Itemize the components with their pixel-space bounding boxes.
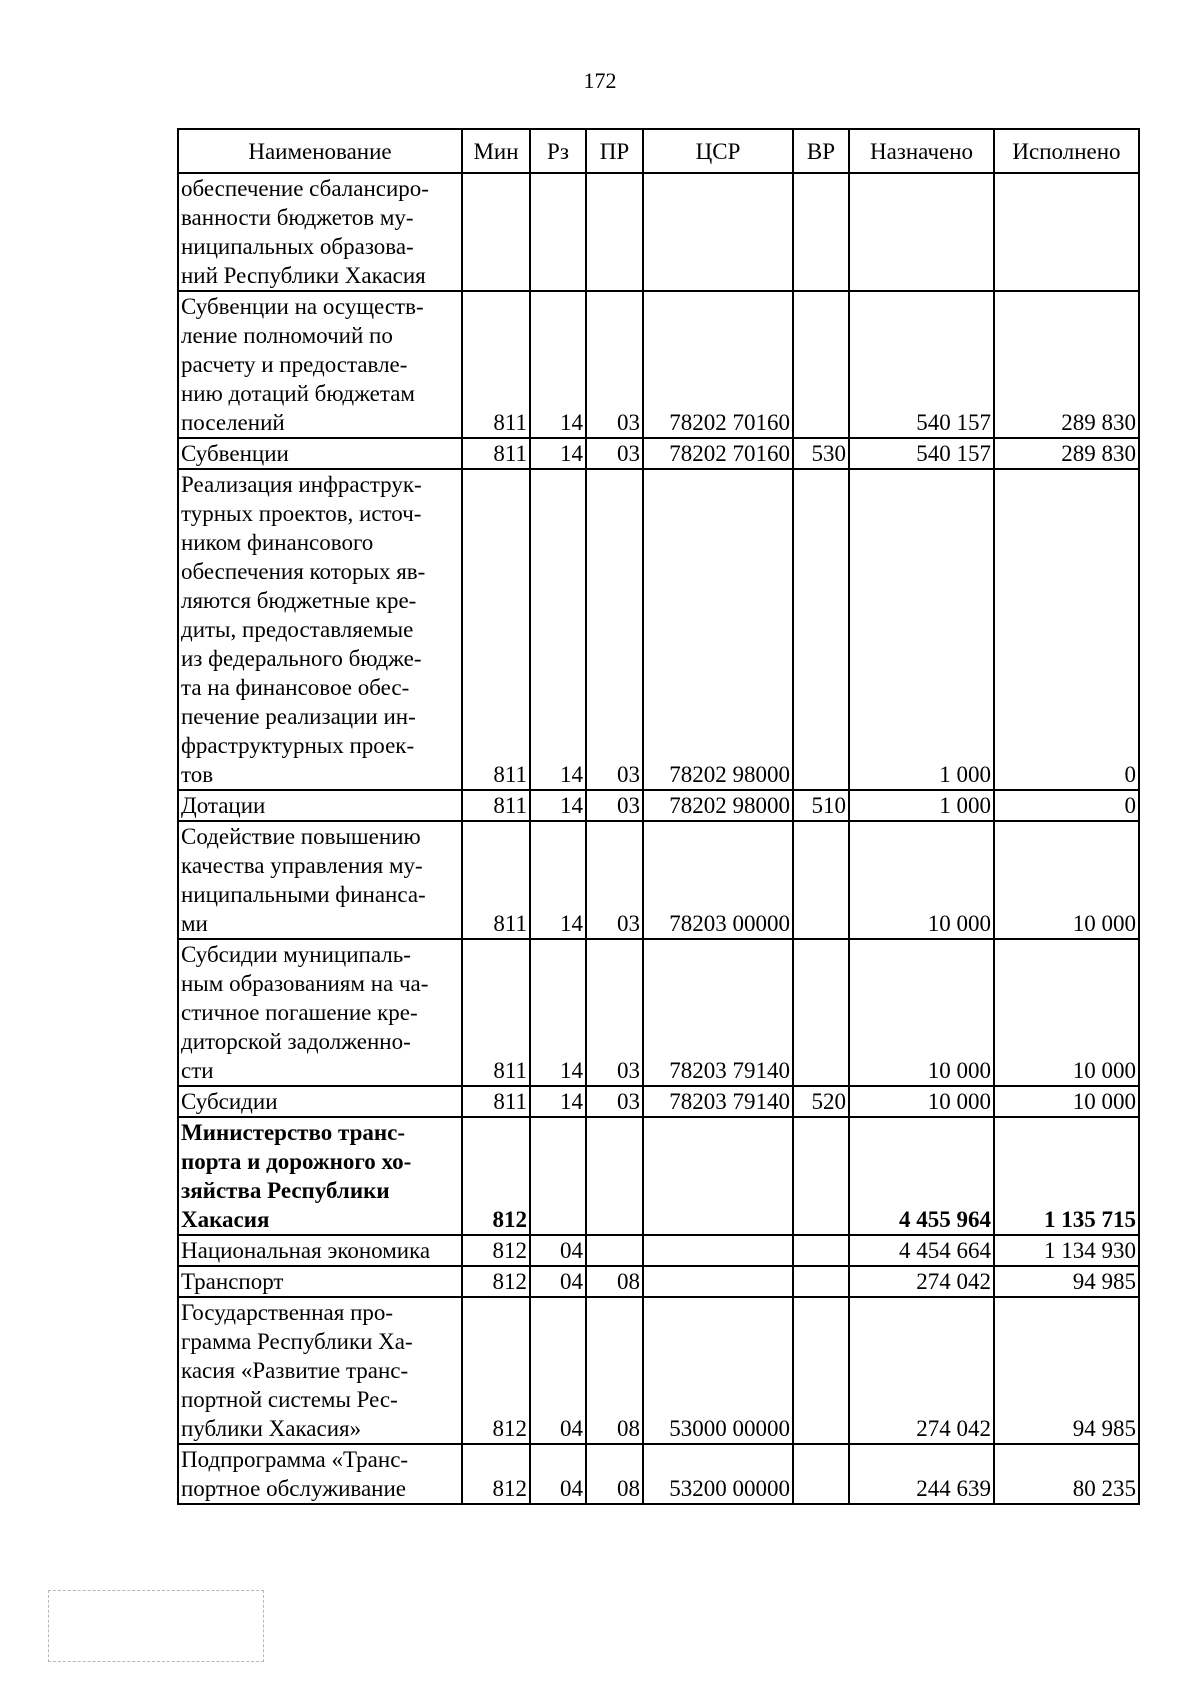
header-name: Наименование: [178, 129, 462, 173]
table-row: [178, 469, 1139, 790]
cell-pr: [586, 1235, 643, 1266]
cell-pr: 03: [586, 790, 643, 821]
cell-min: 811: [462, 790, 530, 821]
cell-pr: 03: [586, 291, 643, 438]
cell-name: Министерство транс- порта и дорожного хо- зяйства Республики Хакасия: [178, 1117, 462, 1235]
cell-name: Национальная экономика: [178, 1235, 462, 1266]
cell-rz: [530, 1117, 586, 1235]
header-min: Мин: [462, 129, 530, 173]
cell-min: 812: [462, 1297, 530, 1444]
table-row: [178, 438, 1139, 469]
cell-csr: [643, 173, 793, 291]
cell-pr: 03: [586, 939, 643, 1086]
cell-name: Государственная про- грамма Республики Ха- касия «Развитие транс- портной системы Рес- публики Хакасия»: [178, 1297, 462, 1444]
cell-csr: 53000 00000: [643, 1297, 793, 1444]
cell-vr: 510: [793, 790, 849, 821]
cell-csr: [643, 1266, 793, 1297]
cell-rz: [530, 173, 586, 291]
cell-rz: 04: [530, 1235, 586, 1266]
table-row: [178, 790, 1139, 821]
header-assigned: Назначено: [849, 129, 994, 173]
cell-vr: [793, 939, 849, 1086]
header-csr: ЦСР: [643, 129, 793, 173]
cell-pr: 03: [586, 438, 643, 469]
cell-rz: 14: [530, 1086, 586, 1117]
cell-assigned: [849, 173, 994, 291]
table-row: [178, 939, 1139, 1086]
cell-rz: 04: [530, 1297, 586, 1444]
table-row: [178, 1086, 1139, 1117]
cell-executed: 10 000: [994, 1086, 1139, 1117]
cell-name: Субвенции: [178, 438, 462, 469]
cell-assigned: 10 000: [849, 939, 994, 1086]
cell-assigned: 10 000: [849, 1086, 994, 1117]
cell-vr: [793, 291, 849, 438]
header-row: [178, 129, 1139, 173]
cell-assigned: 274 042: [849, 1297, 994, 1444]
cell-name: Субсидии муниципаль- ным образованиям на ча- стичное погашение кре- диторской задолженно- сти: [178, 939, 462, 1086]
cell-executed: 0: [994, 790, 1139, 821]
cell-assigned: 244 639: [849, 1444, 994, 1504]
cell-executed: 289 830: [994, 291, 1139, 438]
cell-csr: 78202 70160: [643, 438, 793, 469]
cell-name: Транспорт: [178, 1266, 462, 1297]
cell-name: обеспечение сбалансиро- ванности бюджетов му- ниципальных образова- ний Республики Хакасия: [178, 173, 462, 291]
cell-rz: 14: [530, 790, 586, 821]
cell-vr: [793, 821, 849, 939]
cell-csr: 78202 98000: [643, 469, 793, 790]
cell-executed: 10 000: [994, 939, 1139, 1086]
cell-executed: 80 235: [994, 1444, 1139, 1504]
cell-csr: 78203 79140: [643, 1086, 793, 1117]
cell-vr: [793, 1297, 849, 1444]
cell-assigned: 540 157: [849, 438, 994, 469]
cell-csr: 78202 70160: [643, 291, 793, 438]
cell-pr: 08: [586, 1444, 643, 1504]
cell-pr: 03: [586, 469, 643, 790]
table-row: [178, 173, 1139, 291]
cell-pr: 08: [586, 1266, 643, 1297]
cell-name: Субсидии: [178, 1086, 462, 1117]
cell-executed: [994, 173, 1139, 291]
cell-assigned: 1 000: [849, 790, 994, 821]
cell-assigned: 540 157: [849, 291, 994, 438]
cell-min: 812: [462, 1117, 530, 1235]
cell-rz: 14: [530, 821, 586, 939]
cell-csr: 78203 79140: [643, 939, 793, 1086]
cell-rz: 14: [530, 469, 586, 790]
cell-min: 811: [462, 291, 530, 438]
cell-assigned: 274 042: [849, 1266, 994, 1297]
cell-rz: 04: [530, 1444, 586, 1504]
header-executed: Исполнено: [994, 129, 1139, 173]
cell-name: Субвенции на осуществ- ление полномочий по расчету и предоставле- нию дотаций бюджетам поселений: [178, 291, 462, 438]
cell-csr: [643, 1235, 793, 1266]
cell-vr: [793, 1235, 849, 1266]
table-row: [178, 1117, 1139, 1235]
cell-executed: 94 985: [994, 1297, 1139, 1444]
table-row: [178, 1297, 1139, 1444]
cell-pr: [586, 1117, 643, 1235]
page-number: 172: [583, 68, 617, 93]
cell-csr: 53200 00000: [643, 1444, 793, 1504]
cell-vr: [793, 1117, 849, 1235]
cell-rz: 14: [530, 939, 586, 1086]
cell-min: 811: [462, 438, 530, 469]
cell-pr: [586, 173, 643, 291]
cell-csr: 78202 98000: [643, 790, 793, 821]
table-row: [178, 1266, 1139, 1297]
cell-min: 812: [462, 1266, 530, 1297]
cell-assigned: 1 000: [849, 469, 994, 790]
stamp-watermark: [48, 1590, 264, 1662]
cell-vr: 530: [793, 438, 849, 469]
cell-min: 812: [462, 1235, 530, 1266]
cell-executed: 289 830: [994, 438, 1139, 469]
cell-vr: 520: [793, 1086, 849, 1117]
header-pr: ПР: [586, 129, 643, 173]
cell-pr: 03: [586, 821, 643, 939]
cell-vr: [793, 1266, 849, 1297]
table-row: [178, 821, 1139, 939]
table-row: [178, 1235, 1139, 1266]
cell-vr: [793, 173, 849, 291]
cell-assigned: 4 454 664: [849, 1235, 994, 1266]
cell-min: 811: [462, 469, 530, 790]
cell-csr: 78203 00000: [643, 821, 793, 939]
cell-min: 812: [462, 1444, 530, 1504]
table-row: [178, 1444, 1139, 1504]
cell-min: 811: [462, 1086, 530, 1117]
cell-rz: 14: [530, 438, 586, 469]
cell-min: 811: [462, 939, 530, 1086]
cell-name: Дотации: [178, 790, 462, 821]
cell-executed: 1 135 715: [994, 1117, 1139, 1235]
cell-executed: 10 000: [994, 821, 1139, 939]
cell-assigned: 10 000: [849, 821, 994, 939]
cell-executed: 94 985: [994, 1266, 1139, 1297]
cell-min: [462, 173, 530, 291]
cell-vr: [793, 469, 849, 790]
cell-name: Подпрограмма «Транс- портное обслуживание: [178, 1444, 462, 1504]
cell-rz: 04: [530, 1266, 586, 1297]
cell-name: Реализация инфраструк- турных проектов, источ- ником финансового обеспечения которых яв- ляются бюджетные кре- диты, предоставляемые из федерального бюдже- та на финансовое обес- печение реализации ин- фраструктурных проек- тов: [178, 469, 462, 790]
budget-table: [177, 128, 1140, 1505]
cell-csr: [643, 1117, 793, 1235]
cell-min: 811: [462, 821, 530, 939]
table-row: [178, 291, 1139, 438]
cell-rz: 14: [530, 291, 586, 438]
cell-assigned: 4 455 964: [849, 1117, 994, 1235]
cell-pr: 03: [586, 1086, 643, 1117]
header-rz: Рз: [530, 129, 586, 173]
cell-executed: 0: [994, 469, 1139, 790]
cell-pr: 08: [586, 1297, 643, 1444]
cell-executed: 1 134 930: [994, 1235, 1139, 1266]
header-vr: ВР: [793, 129, 849, 173]
cell-name: Содействие повышению качества управления му- ниципальными финанса- ми: [178, 821, 462, 939]
cell-vr: [793, 1444, 849, 1504]
